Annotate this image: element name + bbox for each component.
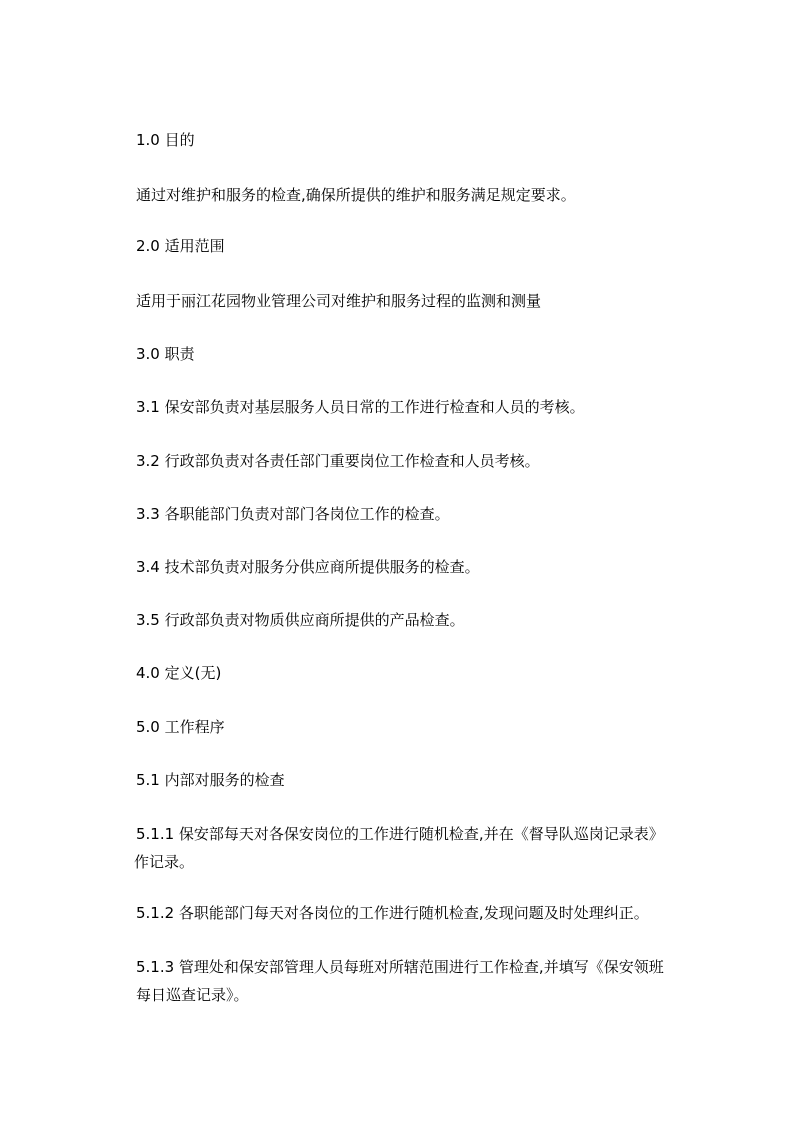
heading-procedure: 5.0 工作程序 (136, 718, 225, 736)
responsibility-3-3: 3.3 各职能部门负责对部门各岗位工作的检查。 (136, 505, 450, 523)
heading-purpose: 1.0 目的 (136, 131, 195, 149)
heading-scope: 2.0 适用范围 (136, 237, 225, 255)
procedure-5-1-1-line1: 5.1.1 保安部每天对各保安岗位的工作进行随机检查,并在《督导队巡岗记录表》 (136, 825, 664, 843)
heading-definitions: 4.0 定义(无) (136, 664, 222, 682)
responsibility-3-1: 3.1 保安部负责对基层服务人员日常的工作进行检查和人员的考核。 (136, 398, 585, 416)
responsibility-3-2: 3.2 行政部负责对各责任部门重要岗位工作检查和人员考核。 (136, 452, 540, 470)
subheading-internal-inspection: 5.1 内部对服务的检查 (136, 771, 285, 789)
scope-text: 适用于丽江花园物业管理公司对维护和服务过程的监测和测量 (136, 292, 542, 310)
procedure-5-1-3-line1: 5.1.3 管理处和保安部管理人员每班对所辖范围进行工作检查,并填写《保安领班 (136, 958, 664, 976)
procedure-5-1-1 (136, 820, 664, 876)
heading-responsibilities: 3.0 职责 (136, 345, 195, 363)
procedure-5-1-2: 5.1.2 各职能部门每天对各岗位的工作进行随机检查,发现问题及时处理纠正。 (136, 904, 649, 922)
purpose-text: 通过对维护和服务的检查,确保所提供的维护和服务满足规定要求。 (136, 186, 576, 204)
responsibility-3-5: 3.5 行政部负责对物质供应商所提供的产品检查。 (136, 611, 465, 629)
responsibility-3-4: 3.4 技术部负责对服务分供应商所提供服务的检查。 (136, 558, 480, 576)
procedure-5-1-3-line2: 每日巡查记录》。 (136, 986, 249, 1004)
procedure-5-1-3 (136, 953, 664, 1009)
procedure-5-1-1-line2: 作记录。 (134, 853, 195, 871)
